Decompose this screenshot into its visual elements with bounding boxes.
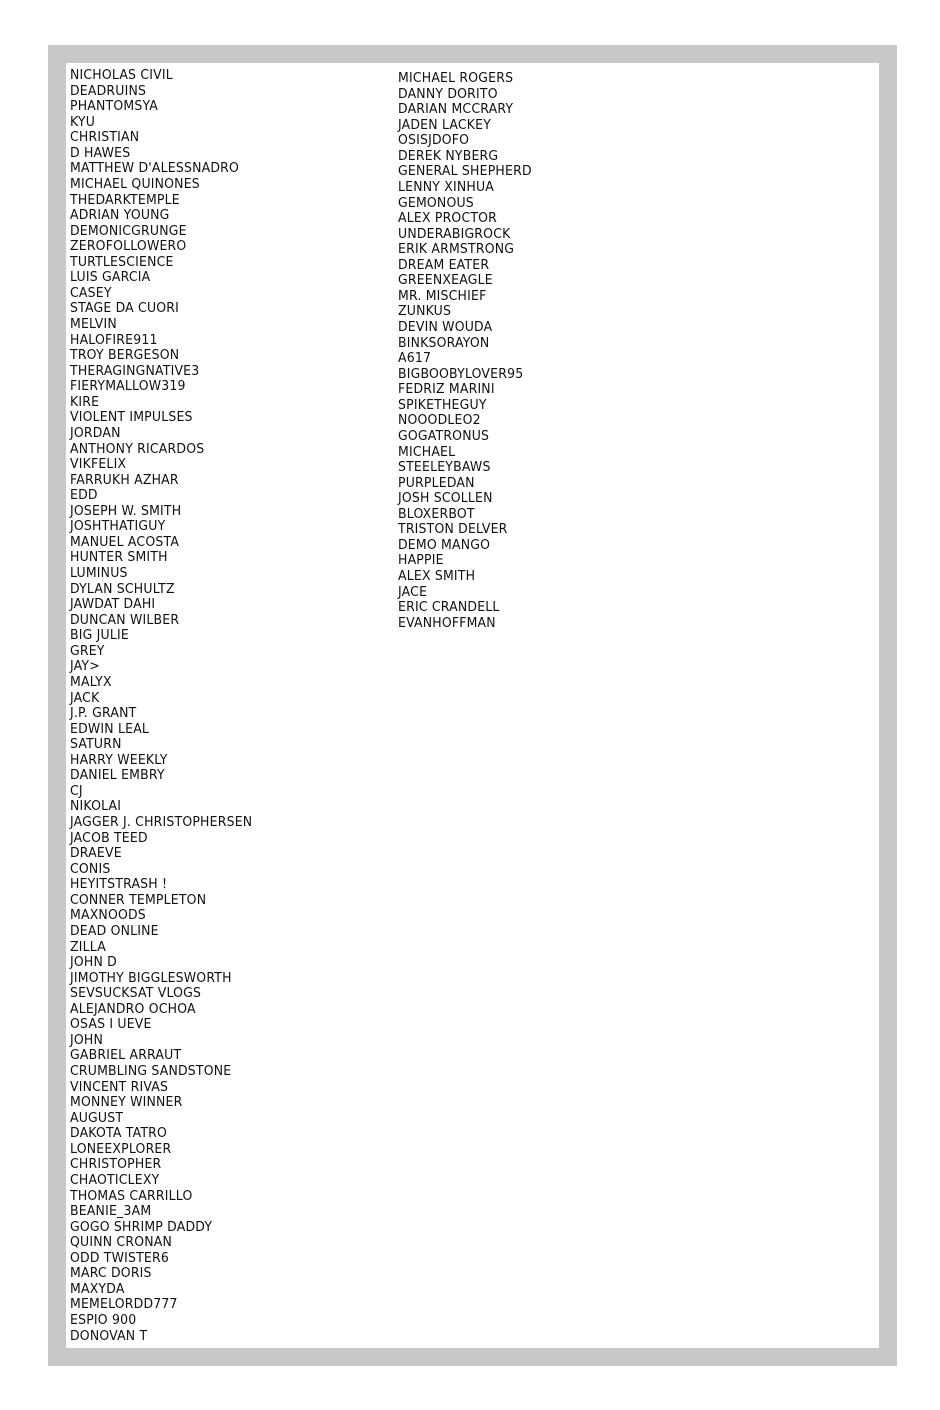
credit-name: TROY BERGESON	[70, 348, 180, 364]
credit-name: KYU	[70, 114, 96, 130]
credit-name: STAGE DA CUORI	[70, 301, 180, 317]
credit-name: DARIAN MCCRARY	[398, 102, 514, 118]
names-column-right	[398, 71, 537, 631]
credit-name: PHANTOMSYA	[70, 99, 159, 115]
credit-name: ALEJANDRO OCHOA	[70, 1001, 196, 1017]
credit-name: JACOB TEED	[70, 830, 148, 846]
credit-name: UNDERABIGROCK	[398, 226, 511, 242]
credit-name: DEMO MANGO	[398, 537, 491, 553]
credit-name: DRAEVE	[70, 846, 122, 862]
credit-name: JOHN D	[70, 955, 117, 971]
credit-name: JACK	[70, 690, 100, 706]
credit-name: LONEEXPLORER	[70, 1141, 172, 1157]
credit-name: LUIS GARCIA	[70, 270, 151, 286]
credit-name: QUINN CRONAN	[70, 1235, 172, 1251]
credit-name: ZUNKUS	[398, 304, 452, 320]
credit-name: ANTHONY RICARDOS	[70, 441, 205, 457]
credit-name: EVANHOFFMAN	[398, 615, 496, 631]
credit-name: CONNER TEMPLETON	[70, 892, 207, 908]
credit-name: MAXNOODS	[70, 908, 146, 924]
credit-name: DEVIN WOUDA	[398, 320, 493, 335]
credit-name: DEMONICGRUNGE	[70, 223, 187, 239]
credit-name: JADEN LACKEY	[398, 117, 492, 133]
credit-name: TRISTON DELVER	[398, 522, 508, 538]
credit-name: JOSEPH W. SMITH	[70, 503, 182, 519]
credit-name: MONNEY WINNER	[70, 1095, 183, 1111]
credit-name: STEELEYBAWS	[398, 460, 491, 476]
credit-name: HAPPIE	[398, 553, 444, 569]
credit-name: ALEX SMITH	[398, 569, 476, 584]
credit-name: CONIS	[70, 861, 111, 877]
names-column-left	[70, 68, 260, 1344]
credit-name: MICHAEL QUINONES	[70, 176, 200, 192]
credit-name: MAXYDA	[70, 1281, 125, 1297]
credit-name: JOSH SCOLLEN	[398, 491, 493, 507]
credit-name: VIOLENT IMPULSES	[70, 410, 193, 426]
credit-name: GREENXEAGLE	[398, 273, 493, 289]
credit-name: AUGUST	[70, 1110, 124, 1126]
credit-name: BLOXERBOT	[398, 506, 475, 522]
credit-name: ESPIO 900	[70, 1313, 137, 1328]
credit-name: JAGGER J. CHRISTOPHERSEN	[70, 815, 253, 830]
credit-name: NICHOLAS CIVIL	[70, 68, 173, 83]
credit-name: THERAGINGNATIVE3	[70, 363, 200, 379]
credit-name: J.P. GRANT	[70, 706, 137, 722]
credit-name: MICHAEL ROGERS	[398, 71, 514, 86]
credit-name: DUNCAN WILBER	[70, 612, 180, 628]
credit-name: BINKSORAYON	[398, 335, 490, 351]
credit-name: MEMELORDD777	[70, 1297, 178, 1313]
credit-name: DEADRUINS	[70, 83, 147, 99]
credit-name: TURTLESCIENCE	[70, 254, 174, 270]
credit-name: CHAOTICLEXY	[70, 1172, 160, 1188]
credit-name: DANNY DORITO	[398, 86, 498, 102]
credit-name: HUNTER SMITH	[70, 550, 168, 566]
credit-name: OSAS I UEVE	[70, 1017, 152, 1033]
credit-name: ADRIAN YOUNG	[70, 208, 170, 224]
credit-name: GREY	[70, 643, 105, 659]
credit-name: NIKOLAI	[70, 799, 122, 815]
credit-name: GABRIEL ARRAUT	[70, 1048, 182, 1064]
credit-name: FARRUKH AZHAR	[70, 472, 179, 488]
credit-name: GOGO SHRIMP DADDY	[70, 1219, 213, 1235]
credit-name: LENNY XINHUA	[398, 179, 495, 195]
credit-name: JOHN	[70, 1032, 103, 1048]
credit-name: JAWDAT DAHI	[70, 597, 156, 613]
credit-name: MARC DORIS	[70, 1266, 152, 1282]
credit-name: DEAD ONLINE	[70, 923, 159, 939]
credit-name: ALEX PROCTOR	[398, 211, 498, 227]
credit-name: MANUEL ACOSTA	[70, 534, 180, 550]
credit-name: CJ	[70, 783, 83, 799]
credit-name: BIGBOOBYLOVER95	[398, 366, 524, 382]
credit-name: MICHAEL	[398, 444, 456, 460]
credit-name: KIRE	[70, 394, 100, 410]
credit-name: SEVSUCKSAT VLOGS	[70, 986, 202, 1002]
credit-name: DEREK NYBERG	[398, 148, 499, 164]
credit-name: MR. MISCHIEF	[398, 288, 487, 304]
credit-name: GOGATRONUS	[398, 428, 490, 444]
credit-name: DAKOTA TATRO	[70, 1126, 168, 1142]
credit-name: ODD TWISTER6	[70, 1250, 169, 1266]
credit-name: FEDRIZ MARINI	[398, 382, 495, 398]
credit-name: A617	[398, 351, 432, 367]
credit-name: DONOVAN T	[70, 1328, 148, 1344]
credit-name: CRUMBLING SANDSTONE	[70, 1064, 232, 1079]
credit-name: GENERAL SHEPHERD	[398, 164, 532, 180]
credit-name: ERIC CRANDELL	[398, 600, 500, 616]
credit-name: ERIK ARMSTRONG	[398, 242, 515, 258]
credit-name: DANIEL EMBRY	[70, 768, 165, 784]
credit-name: GEMONOUS	[398, 195, 474, 211]
credit-name: FIERYMALLOW319	[70, 379, 186, 395]
credit-name: D HAWES	[70, 145, 131, 161]
credit-name: EDWIN LEAL	[70, 721, 150, 737]
credit-name: CHRISTOPHER	[70, 1157, 162, 1173]
credit-name: MATTHEW D'ALESSNADRO	[70, 161, 240, 177]
credit-name: DREAM EATER	[398, 257, 490, 273]
credit-name: CHRISTIAN	[70, 130, 140, 146]
credit-name: MALYX	[70, 674, 112, 690]
credit-name: OSISJDOFO	[398, 133, 470, 149]
credit-name: EDD	[70, 488, 98, 504]
credit-name: HARRY WEEKLY	[70, 752, 168, 768]
credit-name: CASEY	[70, 285, 112, 301]
credit-name: JACE	[398, 584, 428, 600]
credit-name: JIMOTHY BIGGLESWORTH	[70, 970, 232, 986]
credit-name: ZILLA	[70, 939, 106, 955]
credit-name: BEANIE_3AM	[70, 1204, 152, 1220]
credit-name: NOOODLEO2	[398, 413, 481, 429]
credit-name: VIKFELIX	[70, 457, 127, 473]
credit-name: THEDARKTEMPLE	[70, 192, 180, 208]
credit-name: VINCENT RIVAS	[70, 1079, 169, 1095]
credits-page	[66, 63, 879, 1348]
credit-name: ZEROFOLLOWERO	[70, 239, 187, 255]
credit-name: LUMINUS	[70, 566, 128, 581]
credit-name: THOMAS CARRILLO	[70, 1188, 193, 1204]
credit-name: SPIKETHEGUY	[398, 397, 487, 413]
page-frame	[48, 45, 897, 1366]
credit-name: DYLAN SCHULTZ	[70, 581, 175, 597]
credit-name: HEYITSTRASH !	[70, 877, 168, 893]
credit-name: JORDAN	[70, 425, 121, 441]
credit-name: SATURN	[70, 737, 122, 753]
credit-name: MELVIN	[70, 317, 117, 332]
credit-name: JAY>	[70, 659, 100, 675]
credit-name: HALOFIRE911	[70, 332, 158, 348]
credit-name: BIG JULIE	[70, 628, 129, 644]
credit-name: JOSHTHATIGUY	[70, 519, 166, 535]
credit-name: PURPLEDAN	[398, 475, 475, 491]
